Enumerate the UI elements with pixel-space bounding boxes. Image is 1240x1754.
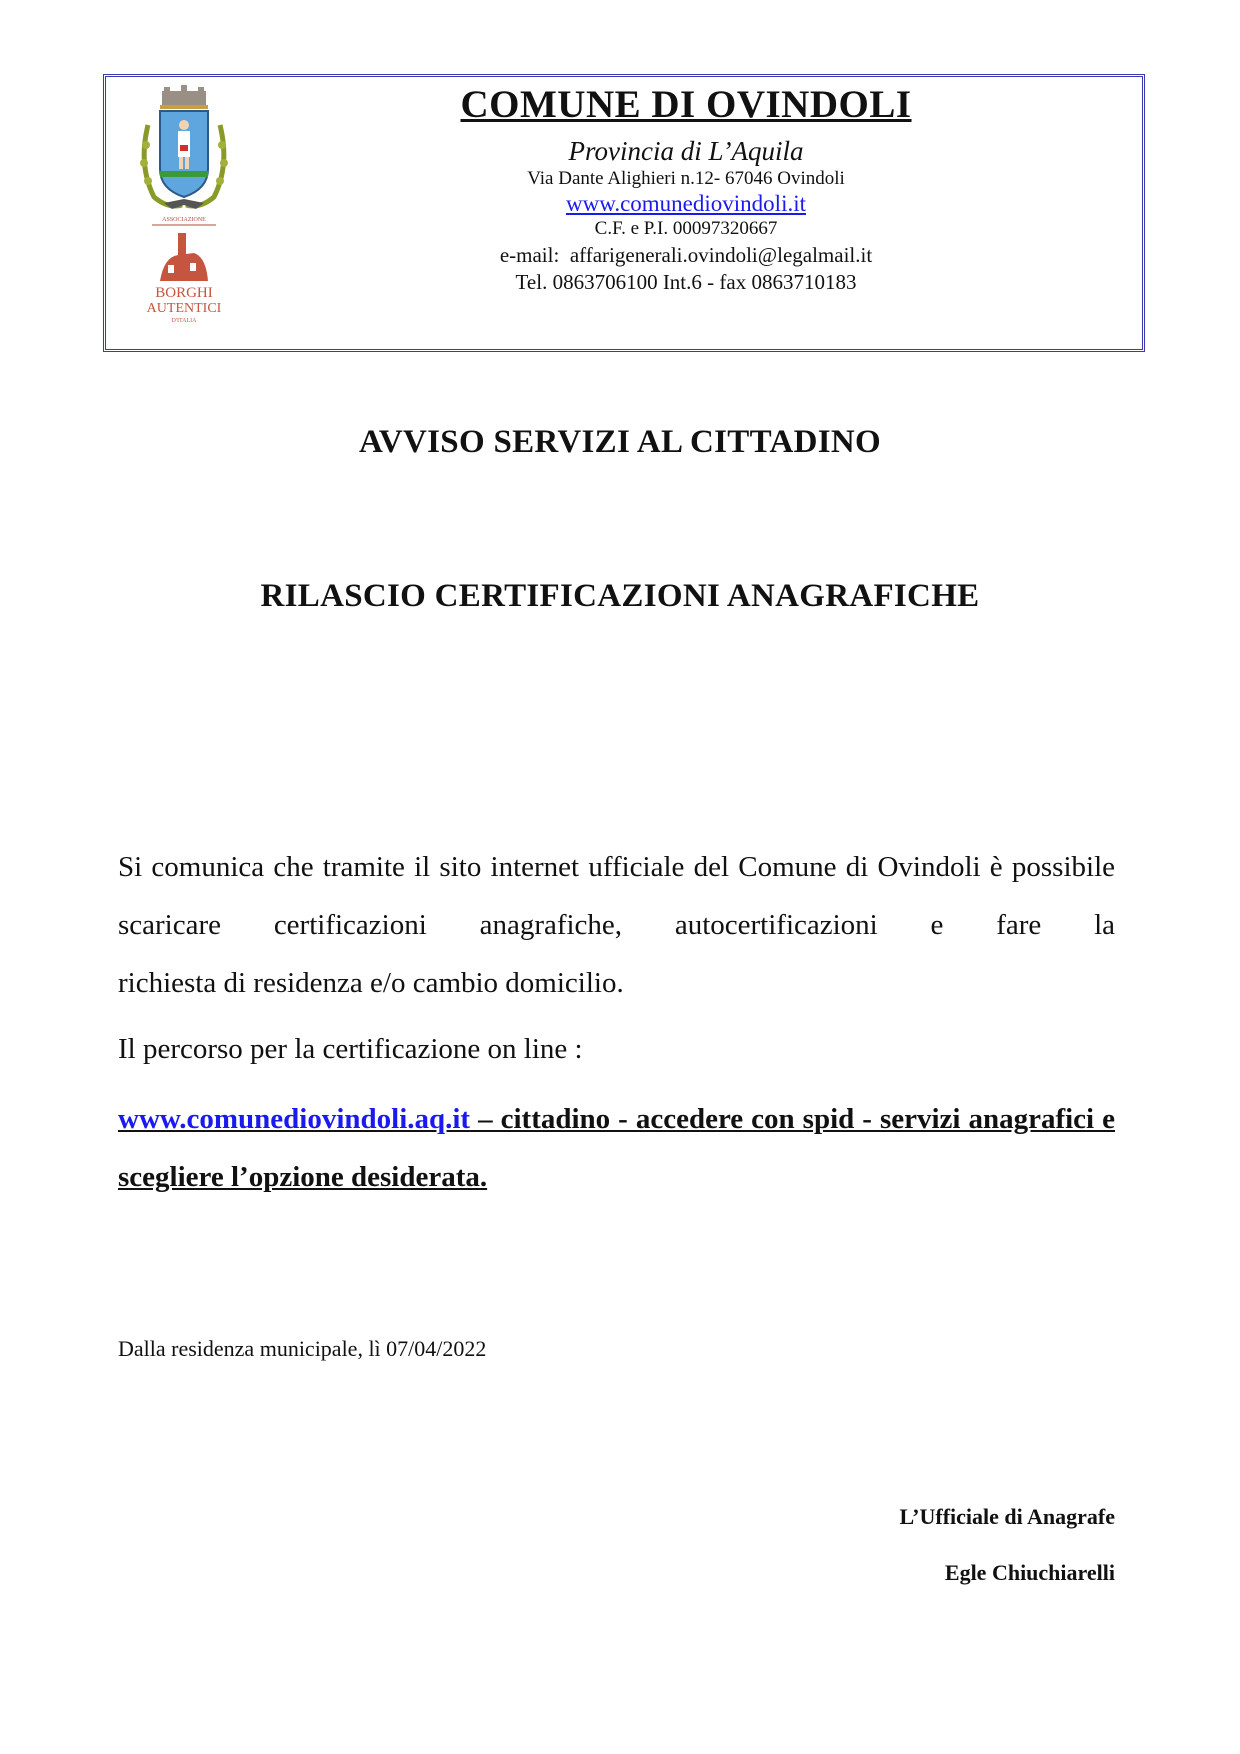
comune-title: COMUNE DI OVINDOLI	[460, 83, 912, 126]
email-line	[366, 241, 1006, 269]
coat-of-arms-shield-icon	[160, 111, 208, 197]
paragraph-1-text: Si comunica che tramite il sito internet ufficiale del Comune di Ovindoli è possibile scaricare certificazioni anagrafiche, autocertificazioni e fare la	[118, 851, 1115, 941]
path-url-link[interactable]: www.comunediovindoli.aq.it	[118, 1103, 471, 1135]
website-link[interactable]: www.comunediovindoli.it	[566, 191, 806, 216]
path-text: – cittadino - accedere con spid - servizi anagrafici e scegliere l’opzione desiderata.	[118, 1103, 1115, 1193]
logo-italia-text: D'ITALIA	[171, 318, 197, 324]
notice-title: AVVISO SERVIZI AL CITTADINO	[359, 424, 881, 460]
letterhead-text	[366, 77, 1006, 295]
logo-assoc-text: ASSOCIAZIONE	[162, 217, 206, 223]
paragraph-1-last-line: richiesta di residenza e/o cambio domicilio.	[118, 967, 624, 999]
email-address: affarigenerali.ovindoli@legalmail.it	[569, 243, 873, 267]
notice-subtitle: RILASCIO CERTIFICAZIONI ANAGRAFICHE	[260, 578, 980, 614]
notice-paragraph-1	[118, 838, 1115, 1012]
logo-autentici-text: AUTENTICI	[146, 301, 222, 316]
certification-path	[118, 1090, 1115, 1206]
municipal-logos	[134, 85, 234, 335]
signatory-name: Egle Chiuchiarelli	[944, 1560, 1115, 1585]
notice-paragraph-2: Il percorso per la certificazione on line :	[118, 1033, 583, 1065]
letterhead-box	[103, 74, 1145, 352]
signatory-role: L’Ufficiale di Anagrafe	[899, 1504, 1115, 1529]
crown-icon	[160, 85, 208, 109]
ribbon-icon	[164, 199, 204, 209]
dateline: Dalla residenza municipale, lì 07/04/2022	[118, 1336, 487, 1361]
email-label: e-mail:	[499, 243, 560, 267]
logo-borghi-text: BORGHI	[155, 285, 213, 301]
phone-line: Tel. 0863706100 Int.6 - fax 0863710183	[515, 270, 857, 294]
cf-pi-line: C.F. e P.I. 00097320667	[594, 218, 778, 239]
borghi-autentici-logo-icon	[160, 233, 208, 281]
address-line: Via Dante Alighieri n.12- 67046 Ovindoli	[527, 168, 845, 189]
provincia-line: Provincia di L’Aquila	[568, 136, 804, 166]
